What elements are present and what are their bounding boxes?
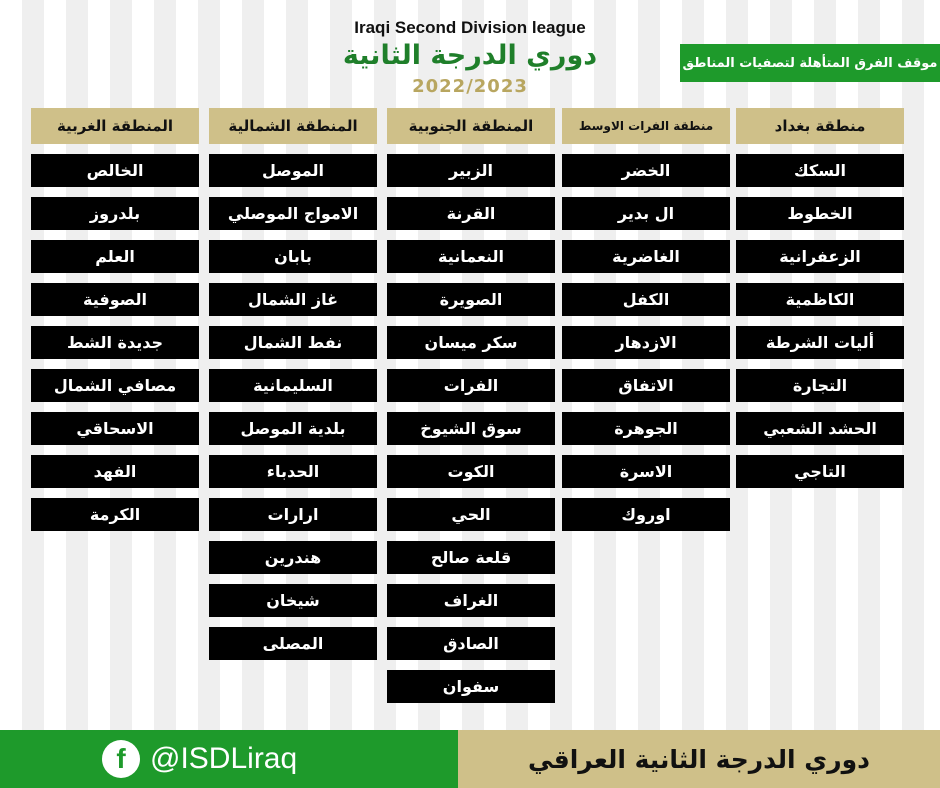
- footer-social: [0, 730, 458, 788]
- region-header: المنطقة الجنوبية: [387, 108, 555, 144]
- team-item: الموصل: [209, 154, 377, 187]
- team-item: سفوان: [387, 670, 555, 703]
- team-item: الاسرة: [562, 455, 730, 488]
- region-column-south: [387, 108, 555, 713]
- team-item: الكاظمية: [736, 283, 904, 316]
- team-item: الحشد الشعبي: [736, 412, 904, 445]
- team-item: غاز الشمال: [209, 283, 377, 316]
- team-item: بابان: [209, 240, 377, 273]
- team-item: مصافي الشمال: [31, 369, 199, 402]
- social-handle[interactable]: @ISDLiraq: [150, 742, 298, 775]
- team-item: الغراف: [387, 584, 555, 617]
- team-item: السكك: [736, 154, 904, 187]
- team-item: الازدهار: [562, 326, 730, 359]
- footer-league-name: دوري الدرجة الثانية العراقي: [528, 744, 870, 774]
- team-item: شيخان: [209, 584, 377, 617]
- team-item: الصوفية: [31, 283, 199, 316]
- team-item: ارارات: [209, 498, 377, 531]
- team-item: الصويرة: [387, 283, 555, 316]
- team-item: قلعة صالح: [387, 541, 555, 574]
- status-badge: موقف الفرق المتأهلة لتصفيات المناطق: [680, 44, 940, 82]
- team-list: [31, 154, 199, 531]
- team-item: بلدروز: [31, 197, 199, 230]
- footer-league-banner: [458, 730, 940, 788]
- region-column-middle-euphrates: [562, 108, 730, 541]
- team-item: بلدية الموصل: [209, 412, 377, 445]
- team-item: الامواج الموصلي: [209, 197, 377, 230]
- team-item: سوق الشيوخ: [387, 412, 555, 445]
- team-item: نفط الشمال: [209, 326, 377, 359]
- team-item: هندرين: [209, 541, 377, 574]
- team-item: الحي: [387, 498, 555, 531]
- team-list: [562, 154, 730, 531]
- team-item: المصلى: [209, 627, 377, 660]
- team-item: الاتفاق: [562, 369, 730, 402]
- team-item: الخالص: [31, 154, 199, 187]
- team-item: سكر ميسان: [387, 326, 555, 359]
- team-item: جديدة الشط: [31, 326, 199, 359]
- team-item: العلم: [31, 240, 199, 273]
- team-item: الزعفرانية: [736, 240, 904, 273]
- region-column-west: [31, 108, 199, 541]
- region-header: منطقة الفرات الاوسط: [562, 108, 730, 144]
- team-item: الخطوط: [736, 197, 904, 230]
- team-item: القرنة: [387, 197, 555, 230]
- region-header: منطقة بغداد: [736, 108, 904, 144]
- footer: [0, 730, 940, 788]
- team-item: الفهد: [31, 455, 199, 488]
- region-column-baghdad: [736, 108, 904, 498]
- team-item: أليات الشرطة: [736, 326, 904, 359]
- team-item: السليمانية: [209, 369, 377, 402]
- team-list: [209, 154, 377, 660]
- team-item: الجوهرة: [562, 412, 730, 445]
- title-arabic: دوري الدرجة الثانية: [342, 40, 598, 71]
- team-item: الحدباء: [209, 455, 377, 488]
- season-year: 2022/2023: [412, 76, 528, 97]
- team-list: [736, 154, 904, 488]
- team-item: الفرات: [387, 369, 555, 402]
- team-item: التاجي: [736, 455, 904, 488]
- team-item: التجارة: [736, 369, 904, 402]
- region-header: المنطقة الغربية: [31, 108, 199, 144]
- team-item: اوروك: [562, 498, 730, 531]
- team-item: الصادق: [387, 627, 555, 660]
- team-item: الكفل: [562, 283, 730, 316]
- region-column-north: [209, 108, 377, 670]
- facebook-icon[interactable]: f: [102, 740, 140, 778]
- title-english: Iraqi Second Division league: [354, 18, 586, 37]
- team-item: الغاضرية: [562, 240, 730, 273]
- team-item: الكوت: [387, 455, 555, 488]
- team-item: الكرمة: [31, 498, 199, 531]
- team-item: الاسحاقي: [31, 412, 199, 445]
- team-item: الزبير: [387, 154, 555, 187]
- region-header: المنطقة الشمالية: [209, 108, 377, 144]
- team-list: [387, 154, 555, 703]
- team-item: الخضر: [562, 154, 730, 187]
- team-item: ال بدير: [562, 197, 730, 230]
- team-item: النعمانية: [387, 240, 555, 273]
